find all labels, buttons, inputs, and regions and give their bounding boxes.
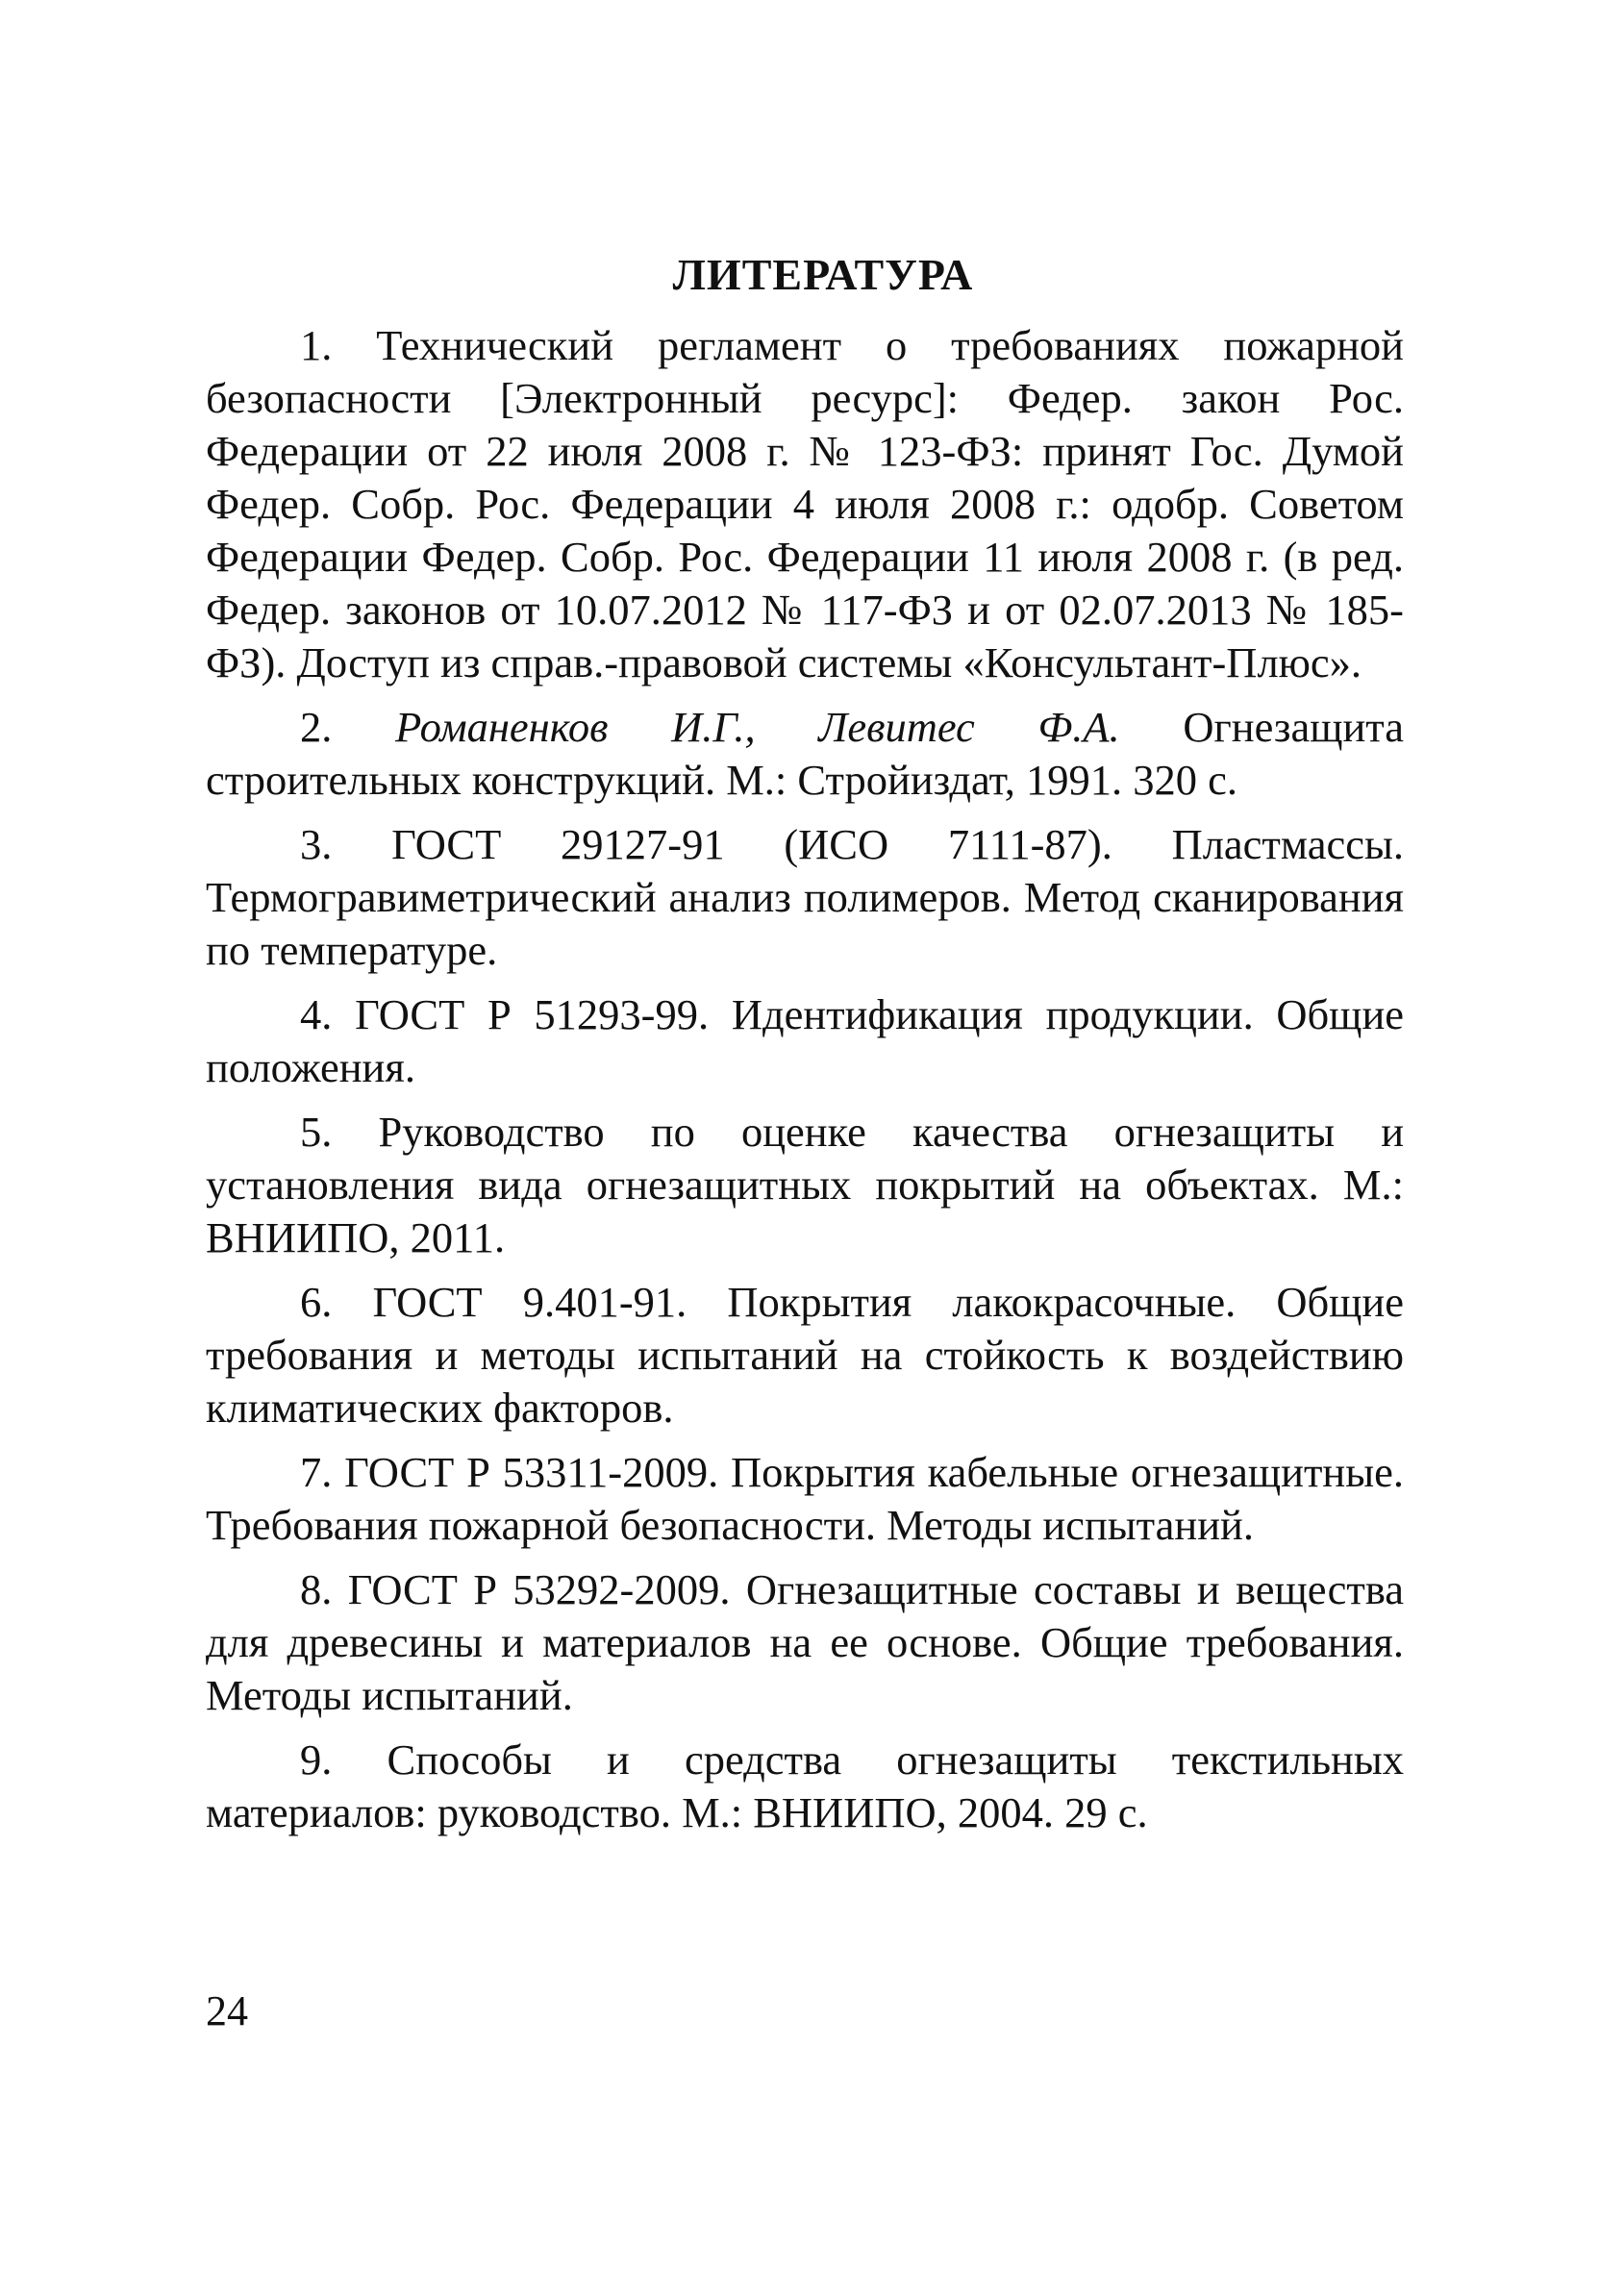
list-item [206,1446,1404,1552]
reference-number: 2. [300,703,333,751]
page-title: ЛИТЕРАТУРА [672,250,974,299]
page-number: 24 [206,1987,248,2034]
reference-author: Романенков И.Г., Левитес Ф.А. [395,703,1120,751]
list-item [206,319,1404,689]
reference-text: Способы и средства огнезащиты текстильных материалов: руководство. М.: ВНИИПО, 2004. 29 с. [206,1735,1404,1836]
reference-text: ГОСТ Р 51293-99. Идентификация продукции. Общие положения. [206,990,1405,1091]
reference-text: ГОСТ Р 53292-2009. Огнезащитные составы и вещества для древесины и материалов на ее основе. Общие требования. Методы испытаний. [206,1565,1404,1719]
reference-number: 9. [300,1735,333,1784]
reference-number: 3. [300,820,333,868]
reference-number: 6. [300,1278,333,1326]
reference-text: ГОСТ 9.401-91. Покрытия лакокрасочные. Общие требования и методы испытаний на стойкость к воздействию климатических факторов. [206,1278,1404,1432]
reference-list [206,319,1404,1839]
list-item [206,1563,1404,1722]
list-item [206,988,1404,1094]
page-content [206,248,1404,1851]
reference-number: 1. [300,321,333,369]
reference-text: ГОСТ 29127-91 (ИСО 7111-87). Пластмассы. Термогравиметрический анализ полимеров. Метод сканирования по температуре. [206,820,1405,974]
list-item [206,1734,1404,1839]
list-item [206,1276,1404,1435]
reference-number: 4. [300,990,333,1038]
reference-text: Огнезащита строительных конструкций. М.: Стройиздат, 1991. 320 с. [206,703,1405,804]
reference-text: Руководство по оценке качества огнезащиты и установления вида огнезащитных покрытий на объектах. М.: ВНИИПО, 2011. [206,1108,1405,1261]
list-item [206,1106,1404,1264]
reference-number: 7. [300,1448,333,1496]
list-item [206,701,1404,807]
reference-text: ГОСТ Р 53311-2009. Покрытия кабельные огнезащитные. Требования пожарной безопасности. Методы испытаний. [206,1448,1404,1549]
reference-text: Технический регламент о требованиях пожарной безопасности [Электронный ресурс]: Федер. закон Рос. Федерации от 22 июля 2008 г. № 123-ФЗ: принят Гос. Думой Федер. Собр. Рос. Федерации 4 июля 2008 г.: одобр. Советом Федерации Федер. Собр. Рос. Федерации 11 июля 2008 г. (в ред. Федер. законов от 10.07.2012 № 117-ФЗ и от 02.07.2013 № 185-ФЗ). Доступ из справ.-правовой системы «Консультант-Плюс». [206,321,1405,686]
reference-number: 8. [300,1565,333,1613]
reference-number: 5. [300,1108,333,1156]
list-item [206,818,1404,977]
